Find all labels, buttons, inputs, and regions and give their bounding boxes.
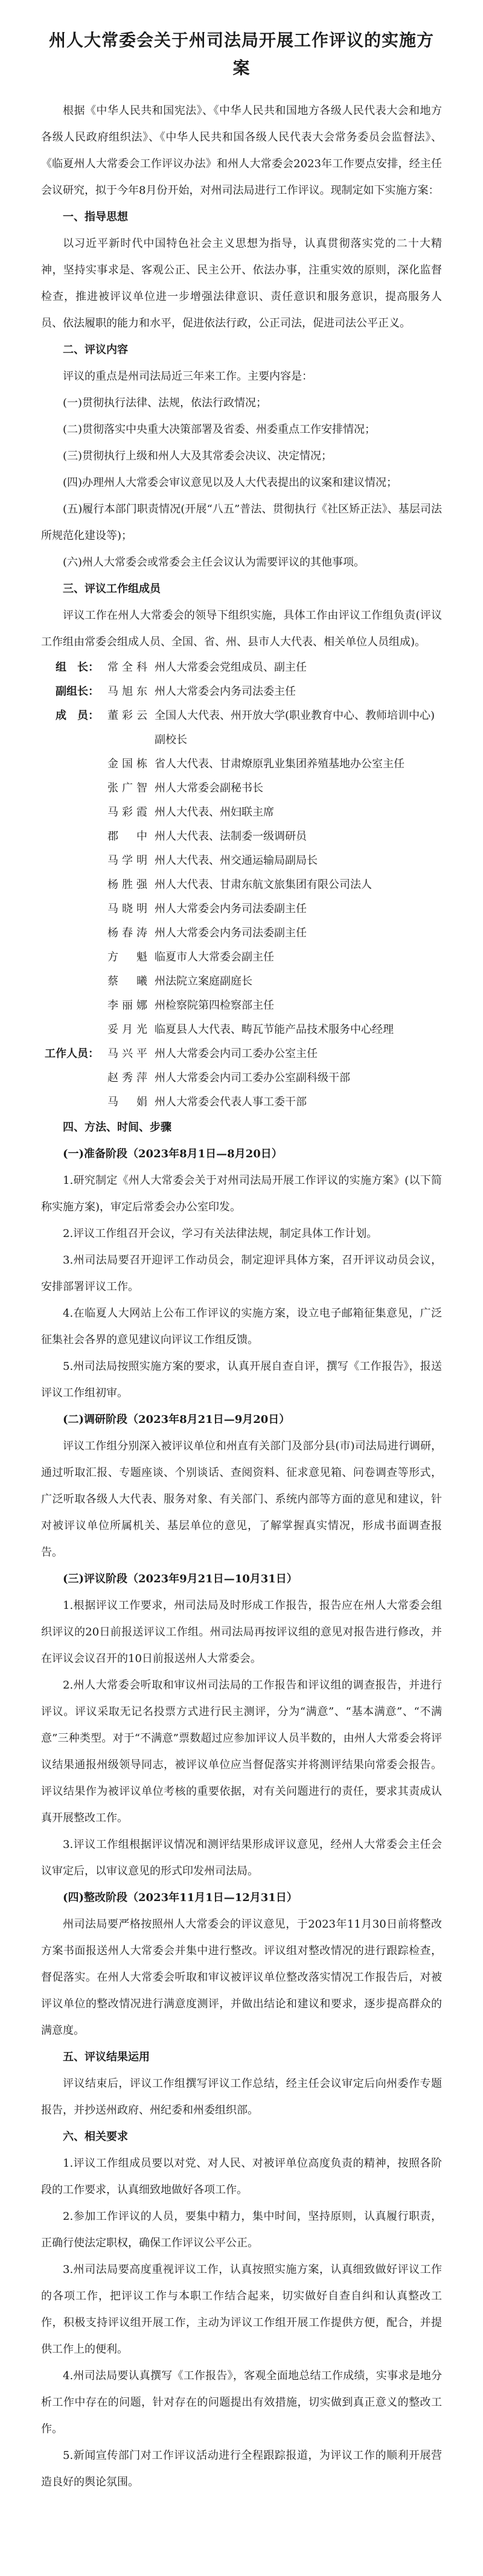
evaluation-content-item: (二)贯彻落实中央重大决策部署及省委、州委重点工作安排情况； <box>63 423 376 436</box>
phase-item: 2.州人大常委会听取和审议州司法局的工作报告和评议组的调查报告，并进行评议。评议采取无记名投票方式进行民主测评，分为“满意”、“基本满意”、“不满意”三种类型。对于“不满意”票数超过应参加评议人员半数的，由州人大常委会将评议结果通报州级领导同志，被评议单位应当督促落实并将测评结果向常委会报告。评议结果作为被评议单位考核的重要依据，对有关问题进行的责任，要求其责成认真开展整改工作。 <box>41 1679 442 1824</box>
member-name: 妥月光 <box>107 1023 147 1036</box>
intro-paragraph: 根据《中华人民共和国宪法》、《中华人民共和国地方各级人民代表大会和地方各级人民政府组织法》、《中华人民共和国各级人民代表大会常务委员会监督法》、《临夏州人大常委会工作评议办法》和州人大常委会2023年工作要点安排，经主任会议研究，拟于今年8月份开始，对州司法局进行工作评议。现制定如下实施方案： <box>41 104 442 197</box>
member-position-line: 临夏市人大常委会副主任 <box>155 951 274 964</box>
requirement-item: 2.参加工作评议的人员，要集中精力，集中时间，坚持原则，认真履行职责，正确行使法定职权，确保工作评议公平公正。 <box>41 2210 442 2249</box>
member-position <box>155 945 442 970</box>
working-group-members <box>41 656 442 1114</box>
member-row <box>41 704 442 752</box>
member-position-line: 州法院立案庭副庭长 <box>155 975 252 988</box>
phase-item: 4.在临夏人大网站上公布工作评议的实施方案，设立电子邮箱征集意见，广泛征集社会各界的意见建议向评议工作组反馈。 <box>41 1307 442 1346</box>
evaluation-content-list <box>41 390 442 576</box>
member-name: 杨春涛 <box>107 927 147 939</box>
member-position-line: 州人大常委会内司工委办公室主任 <box>155 1047 318 1060</box>
member-name: 李丽娜 <box>107 999 147 1012</box>
member-row <box>41 680 442 704</box>
member-position <box>155 970 442 994</box>
member-row <box>41 752 442 776</box>
member-name: 赵秀萍 <box>107 1072 147 1084</box>
member-name: 张广智 <box>107 782 147 794</box>
result-usage-paragraph: 评议结束后，评议工作组撰写评议工作总结，经主任会议审定后向州委作专题报告，并抄送州政府、州纪委和州委组织部。 <box>41 2077 442 2117</box>
member-position-line: 州检察院第四检察部主任 <box>155 999 274 1012</box>
member-row <box>41 1042 442 1066</box>
member-row <box>41 921 442 945</box>
member-position-line: 州人大常委会副秘书长 <box>155 782 263 794</box>
member-row <box>41 825 442 849</box>
member-role: 组 长： <box>56 661 99 674</box>
phase-heading: (二)调研阶段（2023年8月21日—9月20日） <box>63 1413 290 1426</box>
phase-item: 5.州司法局按照实施方案的要求，认真开展自查自评，撰写《工作报告》，报送评议工作组初审。 <box>41 1360 442 1399</box>
evaluation-content-item: (六)州人大常委会或常委会主任会议认为需要评议的其他事项。 <box>63 556 365 569</box>
member-row <box>41 1066 442 1090</box>
member-position <box>155 704 442 752</box>
member-position-line: 州人大常委会内司工委办公室副科级干部 <box>155 1072 350 1084</box>
member-name: 方 魁 <box>107 951 147 964</box>
member-row <box>41 873 442 897</box>
document-title: 州人大常委会关于州司法局开展工作评议的实施方案 <box>48 30 434 78</box>
section-heading-method-steps: 四、方法、时间、步骤 <box>63 1121 171 1134</box>
evaluation-content-item: (一)贯彻执行法律、法规，依法行政情况； <box>63 397 267 409</box>
phase-item: 州司法局要严格按照州人大常委会的评议意见，于2023年11月30日前将整改方案书面报送州人大常委会并集中进行整改。评议组对整改情况的进行跟踪检查，督促落实。在州人大常委会听取和审议被评议单位整改落实情况工作报告后，对被评议单位的整改情况进行满意度测评，并做出结论和建议和要求，逐步提高群众的满意度。 <box>41 1918 442 2037</box>
member-position <box>155 1018 442 1042</box>
section-heading-evaluation-content: 二、评议内容 <box>63 344 128 356</box>
member-position-line: 州人大常委会内务司法委副主任 <box>155 927 307 939</box>
section-heading-result-usage: 五、评议结果运用 <box>63 2051 150 2063</box>
member-position <box>155 1042 442 1066</box>
evaluation-content-lead: 评议的重点是州司法局近三年来工作。主要内容是： <box>63 370 313 383</box>
phase-item: 1.研究制定《州人大常委会关于对州司法局开展工作评议的实施方案》(以下简称实施方案)，审定后常委会办公室印发。 <box>41 1174 442 1213</box>
phase-item: 3.评议工作组根据评议情况和测评结果形成评议意见，经州人大常委会主任会议审定后，以审议意见的形式印发州司法局。 <box>41 1838 442 1878</box>
member-position <box>155 656 442 680</box>
evaluation-content-item: (三)贯彻执行上级和州人大及其常委会决议、决定情况； <box>63 450 333 462</box>
member-position <box>155 776 442 801</box>
member-name: 常全科 <box>107 661 147 674</box>
section-heading-working-group: 三、评议工作组成员 <box>63 583 161 595</box>
member-name: 马彩霞 <box>107 806 147 819</box>
member-position <box>155 873 442 897</box>
member-position-line: 临夏县人大代表、畴瓦节能产品技术服务中心经理 <box>155 1023 394 1036</box>
phase-item: 评议工作组分别深入被评议单位和州直有关部门及部分县(市)司法局进行调研，通过听取汇报、专题座谈、个别谈话、查阅资料、征求意见箱、问卷调查等形式，广泛听取各级人大代表、服务对象、有关部门、系统内部等方面的意见和建议，针对被评议单位所属机关、基层单位的意见，了解掌握真实情况，形成书面调查报告。 <box>41 1440 442 1559</box>
evaluation-content-item: (五)履行本部门职责情况(开展“八五”普法、贯彻执行《社区矫正法》、基层司法所规范化建设等)； <box>41 503 442 542</box>
member-name: 金国栋 <box>107 758 147 770</box>
member-row <box>41 801 442 825</box>
member-position <box>155 680 442 704</box>
member-role: 工作人员： <box>45 1047 99 1060</box>
requirement-item: 5.新闻宣传部门对工作评议活动进行全程跟踪报道，为评议工作的顺利开展营造良好的舆论氛围。 <box>41 2449 442 2488</box>
member-position <box>155 752 442 776</box>
evaluation-content-item: (四)办理州人大常委会审议意见以及人大代表提出的议案和建议情况； <box>63 476 398 489</box>
requirements-list <box>41 2150 442 2496</box>
member-position-line: 州人大代表、法制委一级调研员 <box>155 830 307 843</box>
member-position <box>155 1090 442 1114</box>
member-position-line: 州人大常委会代表人事工委干部 <box>155 1096 307 1108</box>
phase-heading: (四)整改阶段（2023年11月1日—12月31日） <box>63 1891 298 1904</box>
member-position-line: 省人大代表、甘肃燎原乳业集团养殖基地办公室主任 <box>155 758 405 770</box>
section-heading-requirements: 六、相关要求 <box>63 2130 128 2143</box>
phase-item: 1.根据评议工作要求，州司法局及时形成工作报告，报告应在州人大常委会组织评议的20日前报送评议工作组。州司法局再按评议组的意见对报告进行修改，并在评议会议召开的10日前报送州人大常委会。 <box>41 1599 442 1665</box>
member-row <box>41 970 442 994</box>
member-row <box>41 897 442 921</box>
member-name: 马晓明 <box>107 903 147 915</box>
member-row <box>41 1090 442 1114</box>
member-name: 马 娟 <box>107 1096 147 1108</box>
member-position <box>155 849 442 873</box>
member-name: 董彩云 <box>107 709 147 722</box>
phases-container <box>41 1141 442 2044</box>
member-position <box>155 994 442 1018</box>
section-heading-guiding-ideology: 一、指导思想 <box>63 211 128 223</box>
member-position-line: 州人大代表、州交通运输局副局长 <box>155 854 318 867</box>
member-row <box>41 776 442 801</box>
phase-heading: (三)评议阶段（2023年9月21日—10月31日） <box>63 1573 298 1585</box>
member-position <box>155 1066 442 1090</box>
member-row <box>41 945 442 970</box>
member-name: 马旭东 <box>107 685 147 698</box>
member-row <box>41 1018 442 1042</box>
member-position <box>155 897 442 921</box>
member-name: 马学明 <box>107 854 147 867</box>
member-position <box>155 921 442 945</box>
member-row <box>41 849 442 873</box>
working-group-paragraph: 评议工作在州人大常委会的领导下组织实施，具体工作由评议工作组负责(评议工作组由常委会组成人员、全国、省、州、县市人大代表、相关单位人员组成)。 <box>41 609 442 648</box>
member-position-line: 州人大常委会内务司法委副主任 <box>155 903 307 915</box>
member-name: 马兴平 <box>107 1047 147 1060</box>
member-position-line: 全国人大代表、州开放大学(职业教育中心、教师培训中心)副校长 <box>155 709 435 746</box>
member-row <box>41 994 442 1018</box>
member-position-line: 州人大代表、州妇联主席 <box>155 806 274 819</box>
member-position-line: 州人大代表、甘肃东航文旅集团有限公司法人 <box>155 878 372 891</box>
member-position-line: 州人大常委会党组成员、副主任 <box>155 661 307 674</box>
phase-item: 3.州司法局要召开迎评工作动员会，制定迎评具体方案，召开评议动员会议，安排部署评议工作。 <box>41 1254 442 1293</box>
guiding-ideology-paragraph: 以习近平新时代中国特色社会主义思想为指导，认真贯彻落实党的二十大精神，坚持实事求是、客观公正、民主公开、依法办事，注重实效的原则，深化监督检查，推进被评议单位进一步增强法律意识、责任意识和服务意识，提高服务人员、依法履职的能力和水平，促进依法行政，公正司法，促进司法公平正义。 <box>41 237 442 330</box>
member-position <box>155 825 442 849</box>
requirement-item: 3.州司法局要高度重视评议工作，认真按照实施方案，认真细致做好评议工作的各项工作，把评议工作与本职工作结合起来，切实做好自查自纠和认真整改工作，积极支持评议组开展工作，主动为评议工作组开展工作提供方便，配合，并提供工作上的便利。 <box>41 2263 442 2356</box>
member-role: 副组长： <box>56 685 99 698</box>
member-position-line: 州人大常委会内务司法委主任 <box>155 685 296 698</box>
member-position <box>155 801 442 825</box>
phase-heading: (一)准备阶段（2023年8月1日—8月20日） <box>63 1148 283 1160</box>
requirement-item: 1.评议工作组成员要以对党、对人民、对被评单位高度负责的精神，按照各阶段的工作要求，认真细致地做好各项工作。 <box>41 2157 442 2196</box>
member-name: 郡 中 <box>107 830 147 843</box>
requirement-item: 4.州司法局要认真撰写《工作报告》，客观全面地总结工作成绩，实事求是地分析工作中存在的问题，针对存在的问题提出有效措施，切实做到真正意义的整改工作。 <box>41 2370 442 2435</box>
member-role: 成 员： <box>56 709 99 722</box>
member-name: 蔡 曦 <box>107 975 147 988</box>
member-row <box>41 656 442 680</box>
phase-item: 2.评议工作组召开会议，学习有关法律法规，制定具体工作计划。 <box>63 1227 378 1240</box>
member-name: 杨胜强 <box>107 878 147 891</box>
